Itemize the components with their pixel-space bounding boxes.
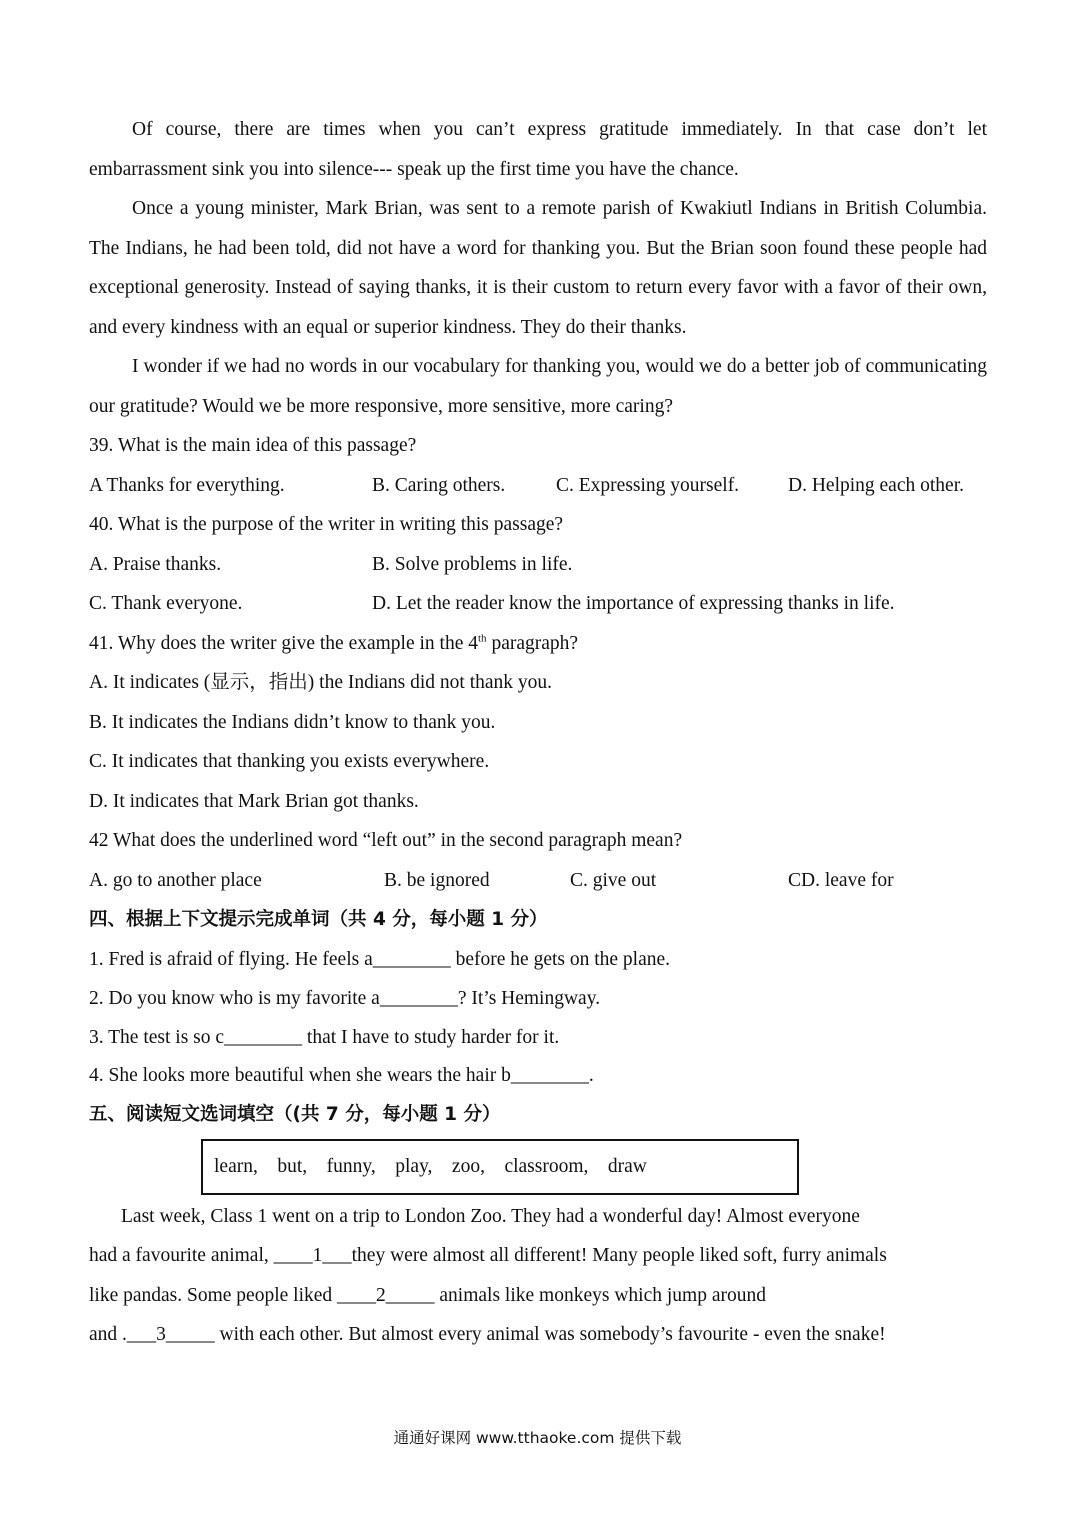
question-40-option-d: D. Let the reader know the importance of expressing thanks in life. bbox=[372, 593, 895, 614]
question-41-option-b: B. It indicates the Indians didn’t know to thank you. bbox=[89, 711, 496, 733]
question-40-stem: 40. What is the purpose of the writer in writing this passage? bbox=[89, 514, 564, 535]
question-42-option-c: C. give out bbox=[570, 869, 657, 891]
page-footer: 通通好课网 www.tthaoke.com 提供下载 bbox=[393, 1429, 682, 1447]
cloze-passage-line-3: like pandas. Some people liked ____2_____ animals like monkeys which jump around bbox=[89, 1284, 766, 1306]
question-41-stem bbox=[89, 624, 987, 664]
question-40-options-row1 bbox=[89, 545, 987, 585]
question-40-option-c: C. Thank everyone. bbox=[89, 593, 243, 614]
section-4-heading: 四、根据上下文提示完成单词（共 4 分，每小题 1 分） bbox=[89, 909, 548, 930]
cloze-passage-line-2: had a favourite animal, ____1___they were almost all different! Many people liked soft, furry animals bbox=[89, 1245, 887, 1266]
paragraph-vocabulary-question: I wonder if we had no words in our vocabulary for thanking you, would we do a better job of communicating our gratitude? Would we be more responsive, more sensitive, more caring? bbox=[89, 356, 987, 417]
question-41-stem-end: paragraph? bbox=[486, 632, 579, 654]
cloze-passage-line-4: and .___3_____ with each other. But almost every animal was somebody’s favourite - even the snake! bbox=[89, 1324, 886, 1345]
section-5-heading: 五、阅读短文选词填空（(共 7 分，每小题 1 分） bbox=[89, 1104, 501, 1125]
question-41-option-a: A. It indicates (显示，指出) the Indians did not thank you. bbox=[89, 672, 553, 693]
question-40-options-row2 bbox=[89, 584, 987, 624]
question-41-stem-text: 41. Why does the writer give the example in the 4 bbox=[89, 632, 478, 654]
question-39-options bbox=[89, 466, 987, 506]
question-42-option-a: A. go to another place bbox=[89, 869, 262, 891]
paragraph-kwakiutl-example: Once a young minister, Mark Brian, was sent to a remote parish of Kwakiutl Indians in British Columbia. The Indians, he had been told, did not have a word for thanking you. But the Brian soon found these people had exceptional generosity. Instead of saying thanks, it is their custom to return every favor with a favor of their own, and every kindness with an equal or superior kindness. They do their thanks. bbox=[89, 198, 987, 338]
word-bank-box: learn, but, funny, play, zoo, classroom, draw bbox=[201, 1139, 799, 1195]
question-40-option-b: B. Solve problems in life. bbox=[372, 553, 573, 575]
question-39-option-d: D. Helping each other. bbox=[788, 474, 964, 496]
question-42-options bbox=[89, 861, 987, 901]
paragraph-gratitude-timing: Of course, there are times when you can’t express gratitude immediately. In that case don’t let embarrassment sink you into silence--- speak up the first time you have the chance. bbox=[89, 119, 987, 180]
question-41-option-d: D. It indicates that Mark Brian got thanks. bbox=[89, 790, 419, 812]
question-39-option-b: B. Caring others. bbox=[372, 474, 506, 496]
cloze-passage-line-1: Last week, Class 1 went on a trip to London Zoo. They had a wonderful day! Almost everyone bbox=[121, 1205, 860, 1227]
question-41-stem-superscript: th bbox=[478, 632, 487, 644]
question-42-stem: 42 What does the underlined word “left out” in the second paragraph mean? bbox=[89, 830, 683, 851]
question-39-stem: 39. What is the main idea of this passage? bbox=[89, 435, 417, 456]
question-42-option-d: CD. leave for bbox=[788, 869, 894, 891]
section-4-item-4: 4. She looks more beautiful when she wears the hair b________. bbox=[89, 1064, 594, 1086]
section-4-item-1: 1. Fred is afraid of flying. He feels a________ before he gets on the plane. bbox=[89, 948, 671, 970]
question-42-option-b: B. be ignored bbox=[384, 869, 490, 891]
question-39-option-c: C. Expressing yourself. bbox=[556, 474, 740, 496]
section-4-item-2: 2. Do you know who is my favorite a________? It’s Hemingway. bbox=[89, 988, 601, 1009]
question-40-option-a: A. Praise thanks. bbox=[89, 553, 222, 575]
section-4-item-3: 3. The test is so c________ that I have to study harder for it. bbox=[89, 1026, 560, 1048]
question-39-option-a: A Thanks for everything. bbox=[89, 474, 285, 496]
question-41-option-c: C. It indicates that thanking you exists everywhere. bbox=[89, 751, 490, 772]
document-page bbox=[89, 110, 987, 1355]
